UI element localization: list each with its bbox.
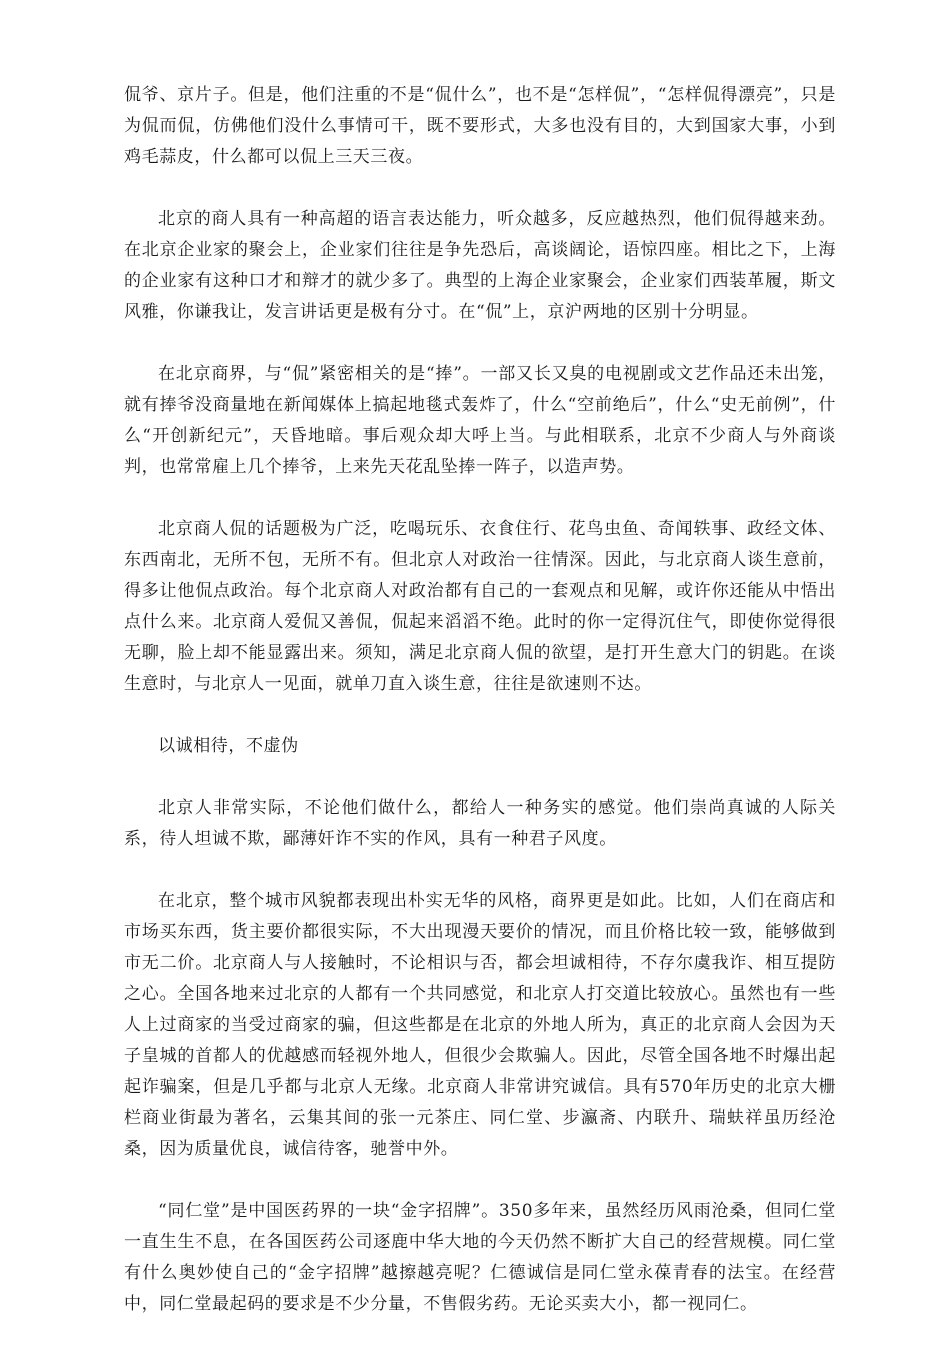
paragraph: 北京人非常实际，不论他们做什么，都给人一种务实的感觉。他们崇尚真诚的人际关系，待人坦诚不欺，鄙薄奸诈不实的作风，具有一种君子风度。 [124,798,836,849]
paragraph: 在北京商界，与“侃”紧密相关的是“捧”。一部又长又臭的电视剧或文艺作品还未出笼，就有捧爷没商量地在新闻媒体上搞起地毯式轰炸了，什么“空前绝后”，什么“史无前例”，什么“开创新纪元”，天昏地暗。事后观众却大呼上当。与此相联系，北京不少商人与外商谈判，也常常雇上几个捧爷，上来先天花乱坠捧一阵子，以造声势。 [124,364,836,477]
paragraph: “同仁堂”是中国医药界的一块“金字招牌”。350多年来，虽然经历风雨沧桑，但同仁堂一直生生不息，在各国医药公司逐鹿中华大地的今天仍然不断扩大自己的经营规模。同仁堂有什么奥妙使自己的“金字招牌”越擦越亮呢？仁德诚信是同仁堂永葆青春的法宝。在经营中，同仁堂最起码的要求是不少分量，不售假劣药。无论买卖大小，都一视同仁。 [124,1201,836,1314]
document-page [124,80,836,1351]
paragraph: 在北京，整个城市风貌都表现出朴实无华的风格，商界更是如此。比如，人们在商店和市场买东西，货主要价都很实际，不大出现漫天要价的情况，而且价格比较一致，能够做到市无二价。北京商人与人接触时，不论相识与否，都会坦诚相待，不存尔虞我诈、相互提防之心。全国各地来过北京的人都有一个共同感觉，和北京人打交道比较放心。虽然也有一些人上过商家的当受过商家的骗，但这些都是在北京的外地人所为，真正的北京商人会因为天子皇城的首都人的优越感而轻视外地人，但很少会欺骗人。因此，尽管全国各地不时爆出起起诈骗案，但是几乎都与北京人无缘。北京商人非常讲究诚信。具有570年历史的北京大栅栏商业街最为著名，云集其间的张一元茶庄、同仁堂、步瀛斋、内联升、瑞蚨祥虽历经沧桑，因为质量优良，诚信待客，驰誉中外。 [124,891,836,1159]
paragraph: 北京商人侃的话题极为广泛，吃喝玩乐、衣食住行、花鸟虫鱼、奇闻轶事、政经文体、东西南北，无所不包，无所不有。但北京人对政治一往情深。因此，与北京商人谈生意前，得多让他侃点政治。每个北京商人对政治都有自己的一套观点和见解，或许你还能从中悟出点什么来。北京商人爱侃又善侃，侃起来滔滔不绝。此时的你一定得沉住气，即使你觉得很无聊，脸上却不能显露出来。须知，满足北京商人侃的欲望，是打开生意大门的钥匙。在谈生意时，与北京人一见面，就单刀直入谈生意，往往是欲速则不达。 [124,519,836,694]
section-heading: 以诚相待，不虚伪 [158,736,299,756]
paragraph: 北京的商人具有一种高超的语言表达能力，听众越多，反应越热烈，他们侃得越来劲。在北京企业家的聚会上，企业家们往往是争先恐后，高谈阔论，语惊四座。相比之下，上海的企业家有这种口才和辩才的就少多了。典型的上海企业家聚会，企业家们西装革履，斯文风雅，你谦我让，发言讲话更是极有分寸。在“侃”上，京沪两地的区别十分明显。 [124,209,836,322]
paragraph-continued: 侃爷、京片子。但是，他们注重的不是“侃什么”，也不是“怎样侃”，“怎样侃得漂亮”，只是为侃而侃，仿佛他们没什么事情可干，既不要形式，大多也没有目的，大到国家大事，小到鸡毛蒜皮，什么都可以侃上三天三夜。 [124,85,836,167]
